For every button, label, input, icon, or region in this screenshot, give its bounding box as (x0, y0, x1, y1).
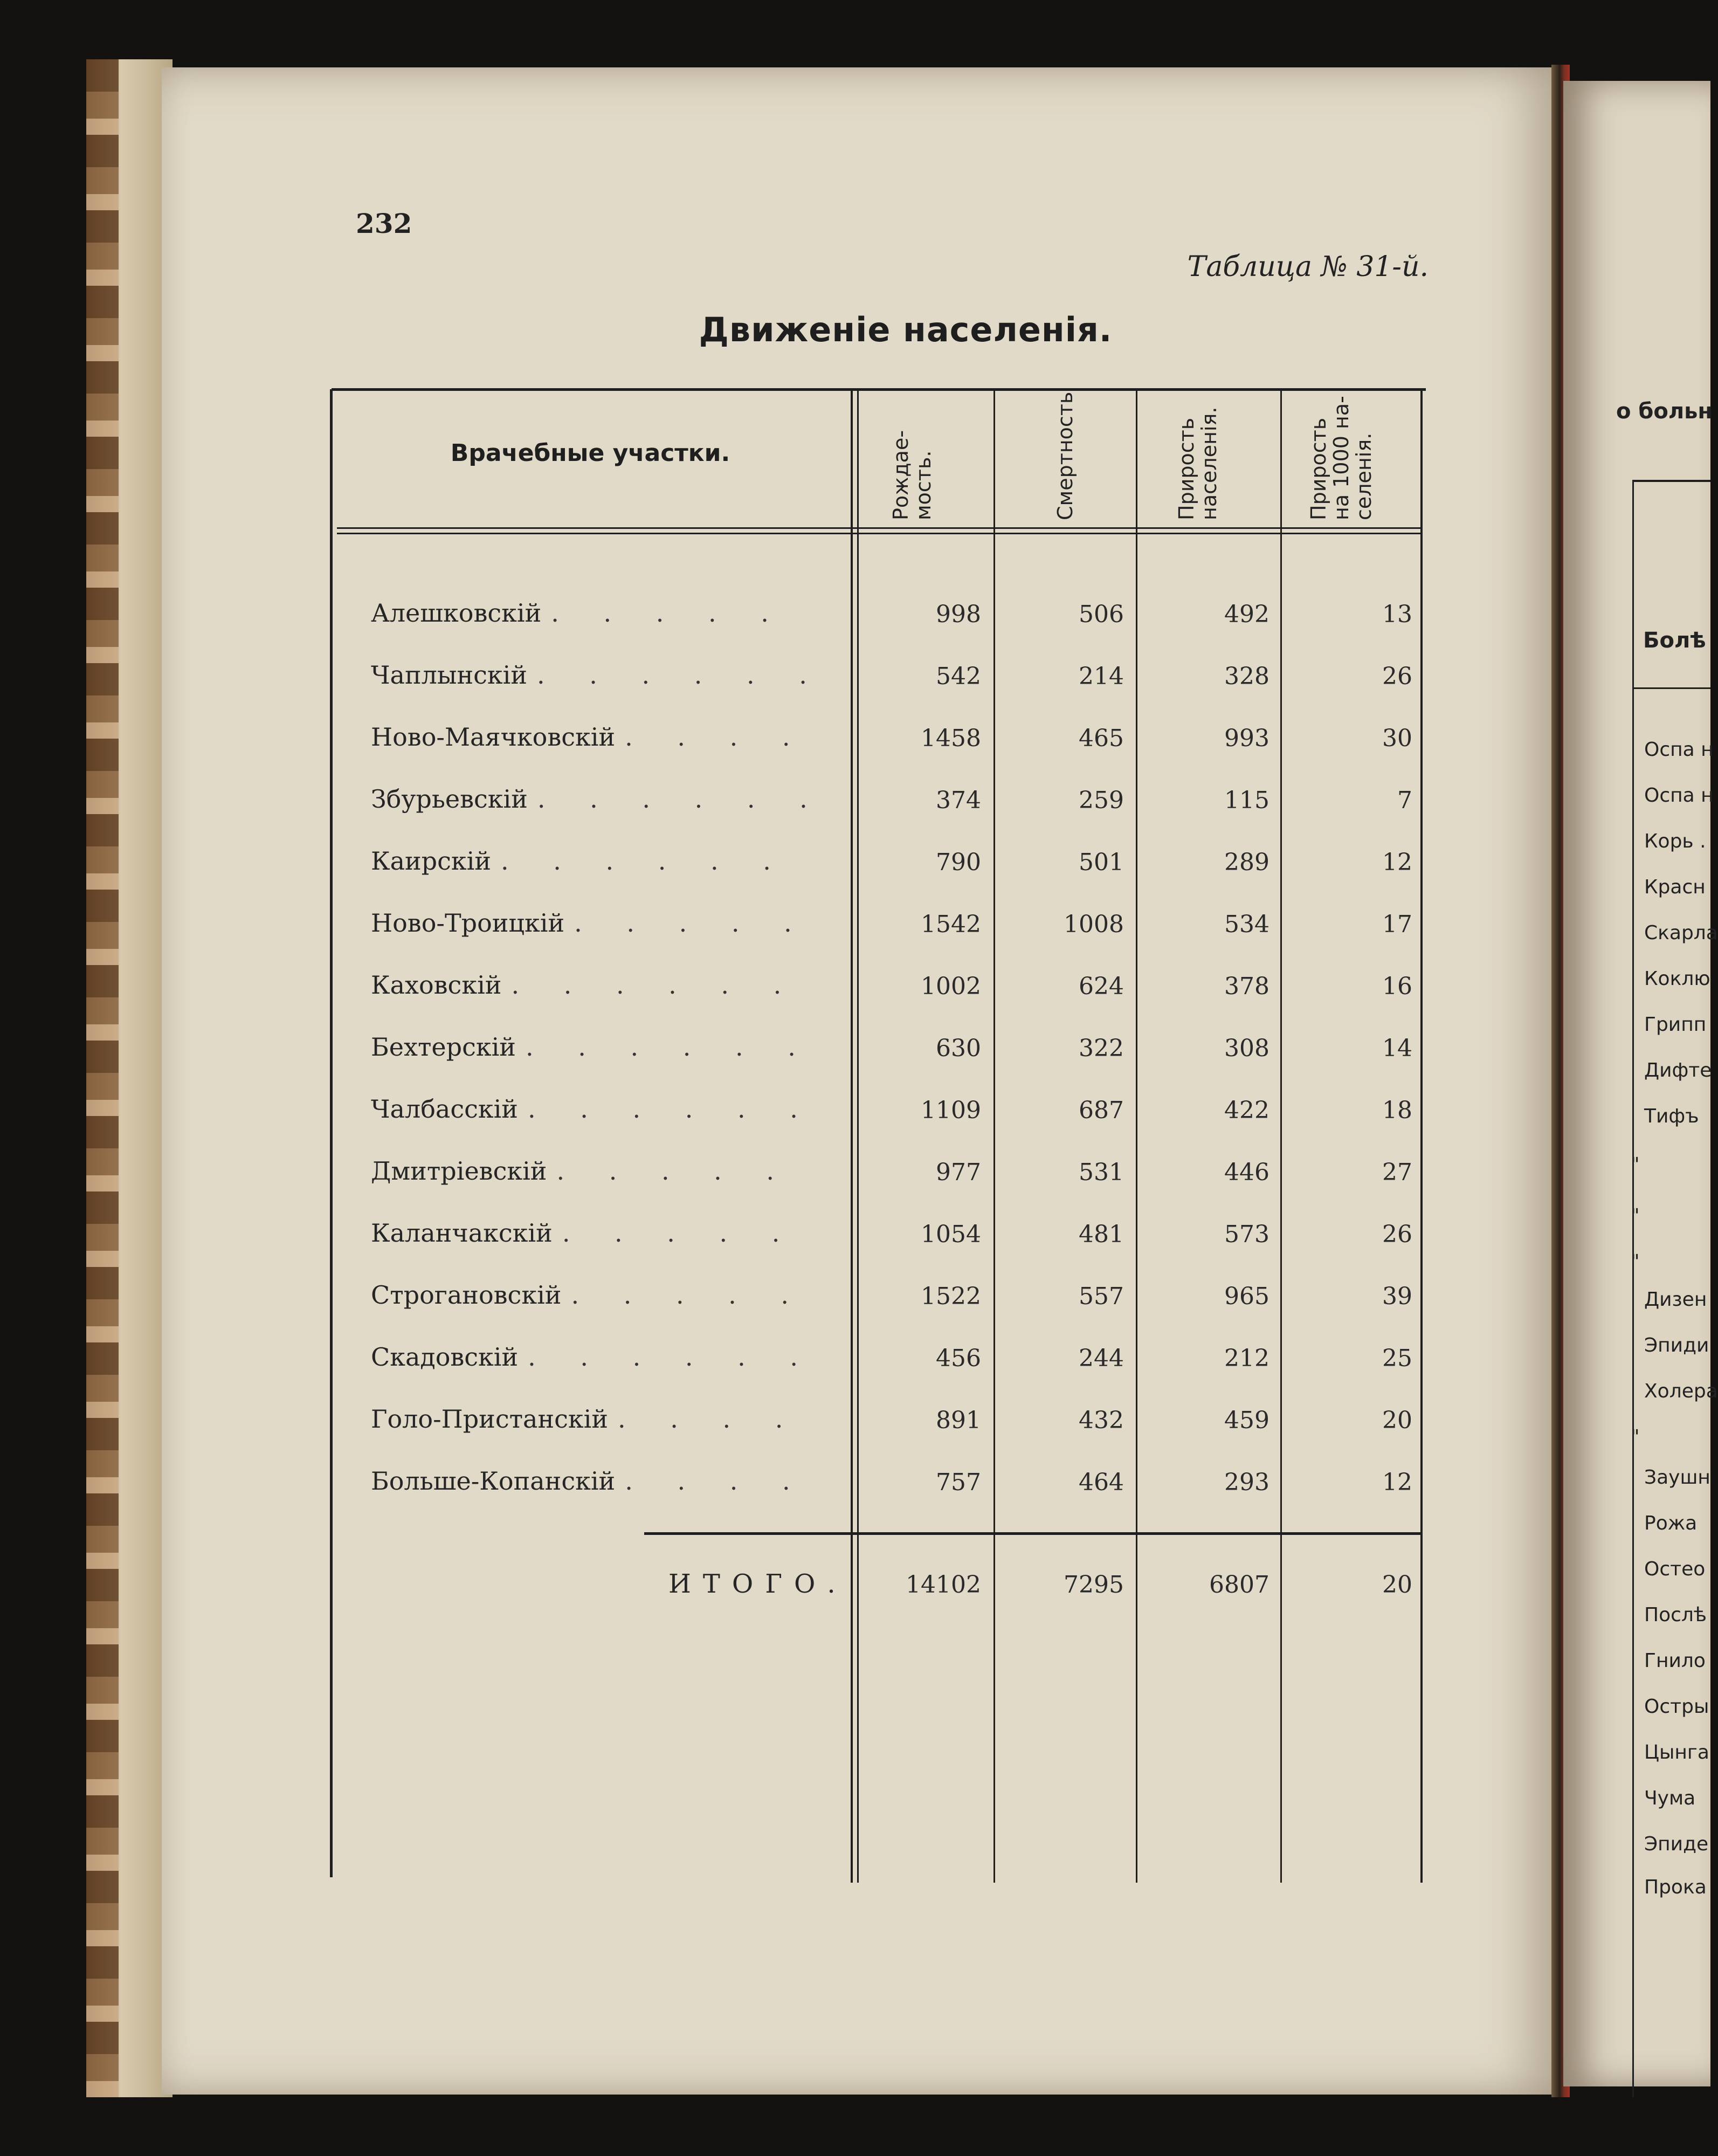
total-per1000: 20 (1382, 1571, 1412, 1599)
per1000-value: 39 (1382, 1283, 1412, 1310)
deaths-value: 432 (1079, 1407, 1124, 1434)
deaths-value: 481 (1079, 1221, 1124, 1248)
table-row (0, 1342, 1710, 1386)
leader-dots: . . . . . (571, 1280, 808, 1310)
births-value: 1542 (921, 911, 981, 938)
births-value: 374 (936, 787, 981, 814)
row-name: Каланчакскій (371, 1218, 553, 1248)
per1000-value: 20 (1382, 1407, 1412, 1434)
right-page-item: Дизен (1644, 1289, 1707, 1311)
births-value: 542 (936, 663, 981, 690)
growth-value: 212 (1224, 1345, 1269, 1372)
growth-value: 115 (1224, 787, 1269, 814)
leader-dots: . . . . . . (537, 784, 826, 814)
total-growth: 6807 (1209, 1571, 1269, 1599)
right-page-header-rule (1632, 687, 1710, 689)
growth-value: 459 (1224, 1407, 1269, 1434)
growth-value: 534 (1224, 911, 1269, 938)
header-bottom-rule-double (337, 533, 1420, 534)
row-name: Больше-Копанскій (371, 1466, 616, 1496)
deaths-value: 687 (1079, 1097, 1124, 1124)
row-name: Чаплынскій (371, 660, 528, 690)
right-page-item: Корь . (1644, 830, 1706, 852)
growth-value: 378 (1224, 973, 1269, 1000)
leader-dots: . . . . . . (527, 1094, 816, 1124)
total-rule (644, 1532, 1420, 1535)
right-page-item: Коклю (1644, 968, 1710, 990)
right-page-item: Прока (1644, 1876, 1707, 1898)
right-page-item: " (1631, 1426, 1640, 1448)
leader-dots: . . . . . . (528, 1342, 817, 1372)
header-births: Рождае- мость. (889, 430, 935, 520)
row-name: Алешковскій (371, 598, 542, 628)
total-row (0, 1569, 1710, 1612)
right-page-column-header: Болѣ (1643, 628, 1706, 653)
right-page-item: Цынга (1644, 1741, 1709, 1764)
right-page-item: Гнило (1644, 1650, 1706, 1672)
right-page-item: Дифте (1644, 1059, 1712, 1082)
row-name: Ново-Троицкій (371, 908, 565, 938)
growth-value: 993 (1224, 725, 1269, 752)
table-row (0, 784, 1710, 828)
births-value: 1002 (921, 973, 981, 1000)
leader-dots: . . . . (618, 1404, 802, 1434)
row-name: Збурьевскій (371, 784, 528, 814)
growth-value: 308 (1224, 1035, 1269, 1062)
table-row (0, 1032, 1710, 1076)
table-row (0, 722, 1710, 766)
per1000-value: 30 (1382, 725, 1412, 752)
deaths-value: 465 (1079, 725, 1124, 752)
growth-value: 289 (1224, 849, 1269, 876)
per1000-value: 14 (1382, 1035, 1412, 1062)
row-name: Строгановскій (371, 1280, 562, 1310)
row-name: Каирскій (371, 846, 492, 876)
growth-value: 422 (1224, 1097, 1269, 1124)
deaths-value: 464 (1079, 1469, 1124, 1496)
header-region: Врачебные участки. (450, 439, 730, 467)
births-value: 998 (936, 601, 981, 628)
leader-dots: . . . . . (574, 908, 810, 938)
growth-value: 446 (1224, 1159, 1269, 1186)
right-page-item: Эпиди (1644, 1334, 1709, 1356)
right-page-item: Заушн (1644, 1466, 1710, 1489)
table-row (0, 970, 1710, 1014)
births-value: 630 (936, 1035, 981, 1062)
growth-value: 492 (1224, 601, 1269, 628)
right-page-item: Послѣ (1644, 1604, 1707, 1626)
table-row (0, 1094, 1710, 1138)
table-row (0, 1218, 1710, 1262)
book-spine-edge (86, 59, 119, 2097)
row-name: Голо-Пристанскій (371, 1404, 609, 1434)
page-number: 232 (356, 208, 412, 239)
table-row (0, 1404, 1710, 1448)
right-page (1563, 81, 1710, 2086)
births-value: 456 (936, 1345, 981, 1372)
births-value: 790 (936, 849, 981, 876)
per1000-value: 27 (1382, 1159, 1412, 1186)
per1000-value: 17 (1382, 911, 1412, 938)
right-page-item: Холера (1644, 1380, 1718, 1402)
right-page-item: " (1631, 1154, 1640, 1176)
deaths-value: 1008 (1064, 911, 1124, 938)
deaths-value: 506 (1079, 601, 1124, 628)
right-page-item: " (1631, 1205, 1640, 1227)
row-name: Скадовскій (371, 1342, 519, 1372)
header-growth-per-1000: Прирость на 1000 на- селенія. (1307, 396, 1376, 520)
total-deaths: 7295 (1064, 1571, 1124, 1599)
right-page-item: Тифъ (1644, 1105, 1699, 1127)
births-value: 1458 (921, 725, 981, 752)
growth-value: 293 (1224, 1469, 1269, 1496)
header-growth: Прирость населенія. (1175, 407, 1221, 520)
table-row (0, 1280, 1710, 1324)
per1000-value: 26 (1382, 1221, 1412, 1248)
deaths-value: 322 (1079, 1035, 1124, 1062)
header-bottom-rule (337, 527, 1420, 529)
leader-dots: . . . . . . (525, 1032, 814, 1062)
leader-dots: . . . . (625, 1466, 809, 1496)
table-row (0, 598, 1710, 642)
births-value: 1522 (921, 1283, 981, 1310)
right-page-item: Эпиде (1644, 1833, 1709, 1855)
per1000-value: 12 (1382, 849, 1412, 876)
per1000-value: 25 (1382, 1345, 1412, 1372)
per1000-value: 12 (1382, 1469, 1412, 1496)
births-value: 757 (936, 1469, 981, 1496)
leader-dots: . . . . (625, 722, 809, 752)
per1000-value: 18 (1382, 1097, 1412, 1124)
table-row (0, 846, 1710, 890)
deaths-value: 624 (1079, 973, 1124, 1000)
row-name: Каховскій (371, 970, 502, 1000)
row-name: Бехтерскій (371, 1032, 516, 1062)
right-page-table-rule (1632, 480, 1710, 482)
per1000-value: 16 (1382, 973, 1412, 1000)
total-births: 14102 (906, 1571, 981, 1599)
right-page-item: Красн (1644, 876, 1706, 898)
per1000-value: 13 (1382, 601, 1412, 628)
leader-dots: . . . . . . (511, 970, 800, 1000)
deaths-value: 531 (1079, 1159, 1124, 1186)
right-page-table-border (1632, 480, 1634, 2097)
leader-dots: . . . . . (551, 598, 787, 628)
leader-dots: . . . . . (562, 1218, 798, 1248)
per1000-value: 7 (1397, 787, 1412, 814)
births-value: 891 (936, 1407, 981, 1434)
table-title: Движеніе населенія. (699, 310, 1113, 349)
table-row (0, 660, 1710, 704)
right-page-item: " (1631, 1251, 1640, 1273)
leader-dots: . . . . . (556, 1156, 793, 1186)
table-row (0, 1466, 1710, 1510)
leader-dots: . . . . . . (537, 660, 825, 690)
right-page-item: Рожа (1644, 1512, 1698, 1534)
right-page-item: Оспа н (1644, 784, 1714, 807)
right-page-item: Остры (1644, 1696, 1709, 1718)
right-page-item: Грипп (1644, 1014, 1707, 1036)
growth-value: 573 (1224, 1221, 1269, 1248)
table-row (0, 908, 1710, 952)
births-value: 1054 (921, 1221, 981, 1248)
growth-value: 328 (1224, 663, 1269, 690)
row-name: Дмитріевскій (371, 1156, 547, 1186)
total-label: ИТОГО. (668, 1569, 847, 1599)
table-reference: Таблица № 31-й. (1187, 251, 1429, 283)
births-value: 1109 (921, 1097, 981, 1124)
right-page-item: Скарла (1644, 922, 1718, 944)
deaths-value: 501 (1079, 849, 1124, 876)
births-value: 977 (936, 1159, 981, 1186)
deaths-value: 557 (1079, 1283, 1124, 1310)
header-deaths: Смертность (1053, 391, 1077, 520)
table-row (0, 1156, 1710, 1200)
right-page-item: Остео (1644, 1558, 1706, 1580)
right-page-heading: о больн (1616, 399, 1713, 424)
row-name: Чалбасскій (371, 1094, 518, 1124)
right-page-item: Оспа н (1644, 739, 1714, 761)
row-name: Ново-Маячковскій (371, 722, 616, 752)
table-top-rule (332, 388, 1426, 391)
leader-dots: . . . . . . (501, 846, 789, 876)
deaths-value: 214 (1079, 663, 1124, 690)
deaths-value: 244 (1079, 1345, 1124, 1372)
deaths-value: 259 (1079, 787, 1124, 814)
right-page-item: Чума (1644, 1787, 1696, 1809)
growth-value: 965 (1224, 1283, 1269, 1310)
per1000-value: 26 (1382, 663, 1412, 690)
